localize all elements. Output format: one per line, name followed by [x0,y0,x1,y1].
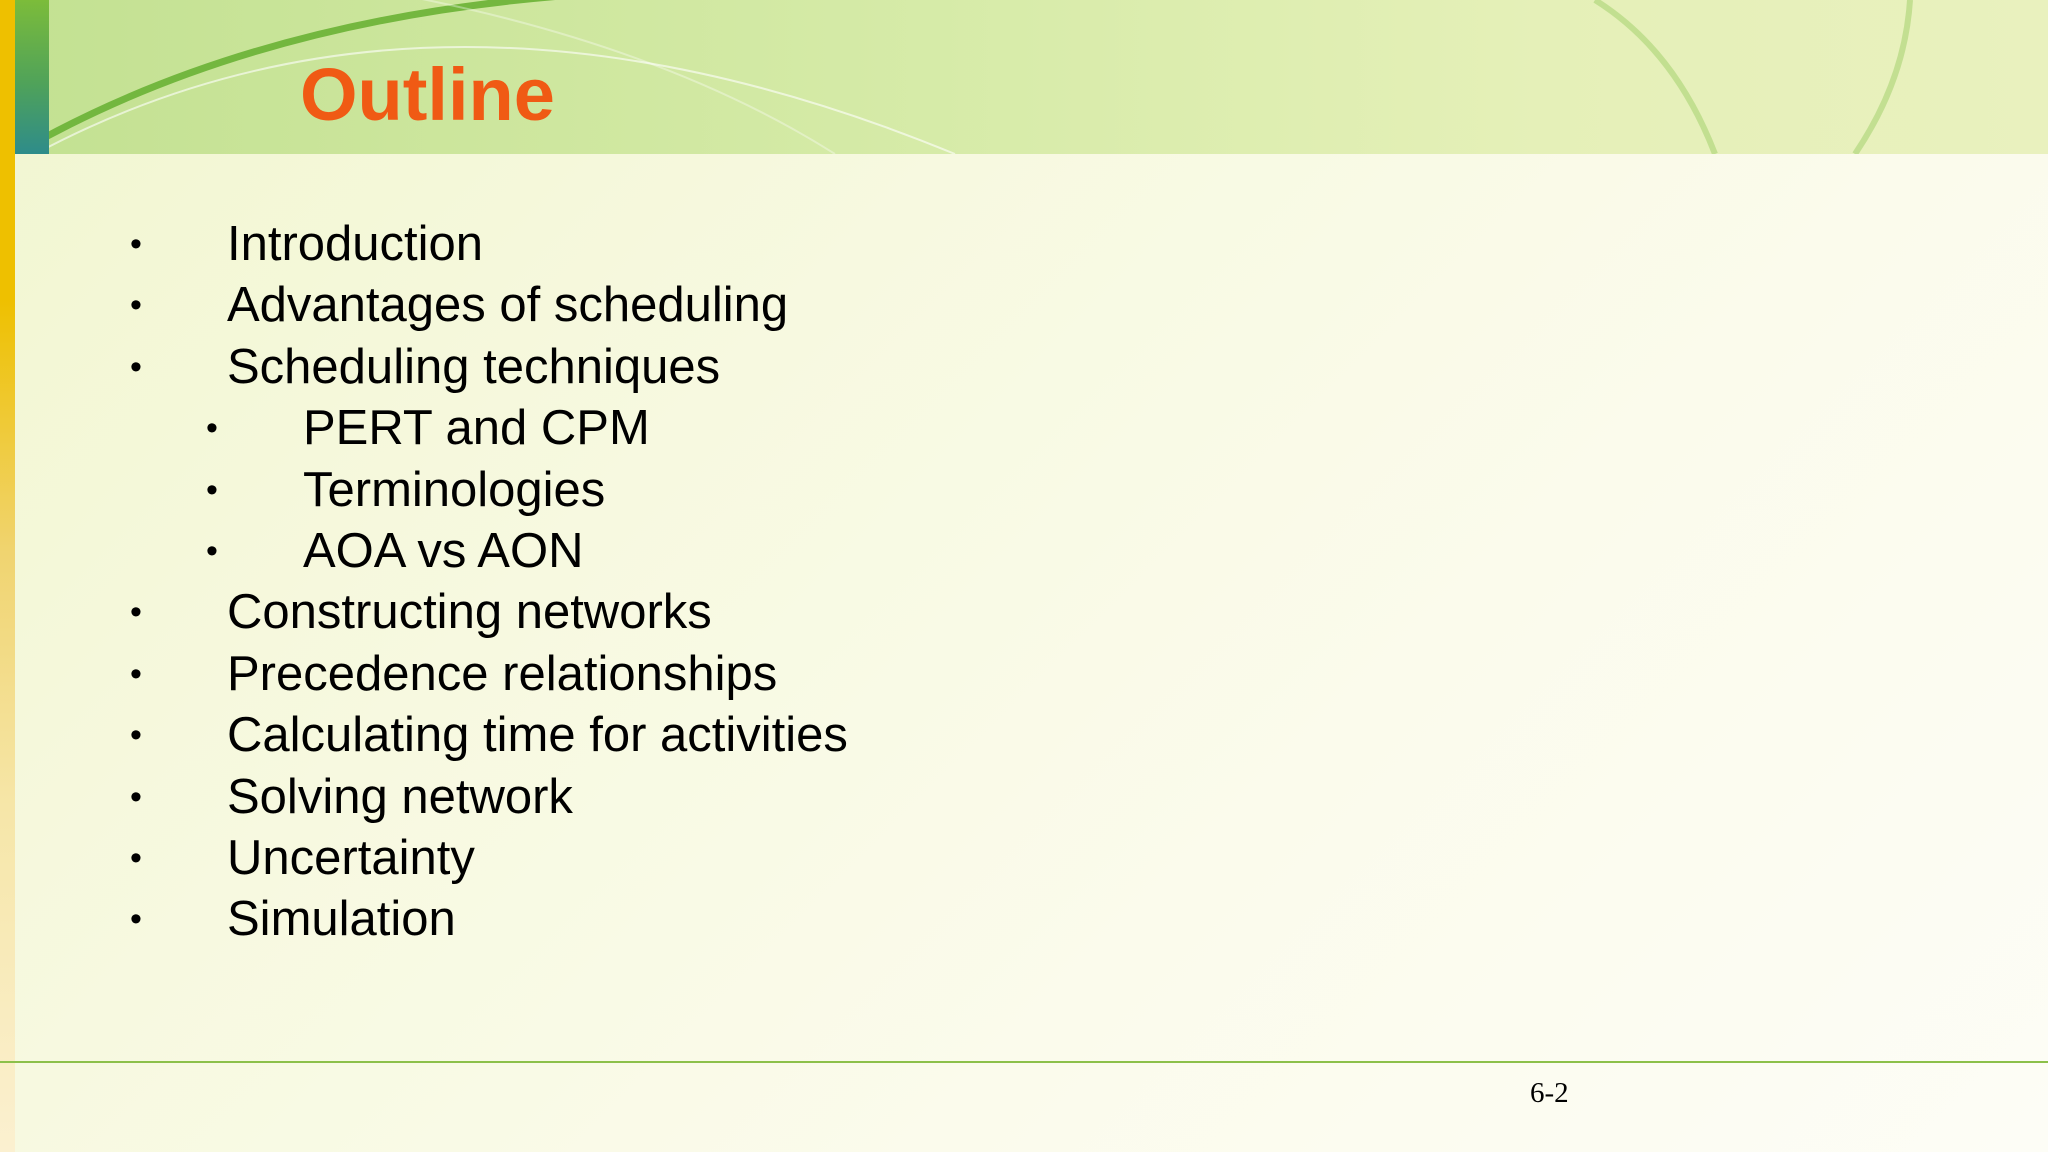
header-accent-strip [15,0,49,154]
outline-item-label: Solving network [227,769,573,824]
outline-item-label: Scheduling techniques [227,339,721,394]
left-accent-bar [0,0,15,1152]
outline-item-label: Precedence relationships [227,646,778,701]
outline-item-label: Uncertainty [227,831,475,885]
outline-item-label: Simulation [227,892,456,947]
bullet-icon: • [130,286,142,325]
outline-item-label: Introduction [227,217,484,271]
outline-item-label: Terminologies [303,462,606,517]
footer-divider [0,1061,2048,1063]
outline-item-label: PERT and CPM [303,401,650,456]
outline-item-label: Advantages of scheduling [227,278,789,333]
bullet-icon: • [130,593,142,632]
bullet-icon: • [130,347,142,386]
outline-item-label: Constructing networks [227,585,712,640]
outline-item-label: Calculating time for activities [227,708,848,763]
bullet-icon: • [130,225,142,263]
bullet-icon: • [206,532,218,570]
slide-title: Outline [300,53,555,136]
bullet-icon: • [130,900,142,939]
bullet-icon: • [206,409,218,448]
bullet-icon: • [130,839,142,877]
page-number: 6-2 [1530,1077,1569,1109]
outline-item-label: AOA vs AON [303,524,584,578]
bullet-icon: • [130,716,142,755]
bullet-icon: • [206,470,218,509]
bullet-icon: • [130,654,142,693]
bullet-icon: • [130,777,142,816]
